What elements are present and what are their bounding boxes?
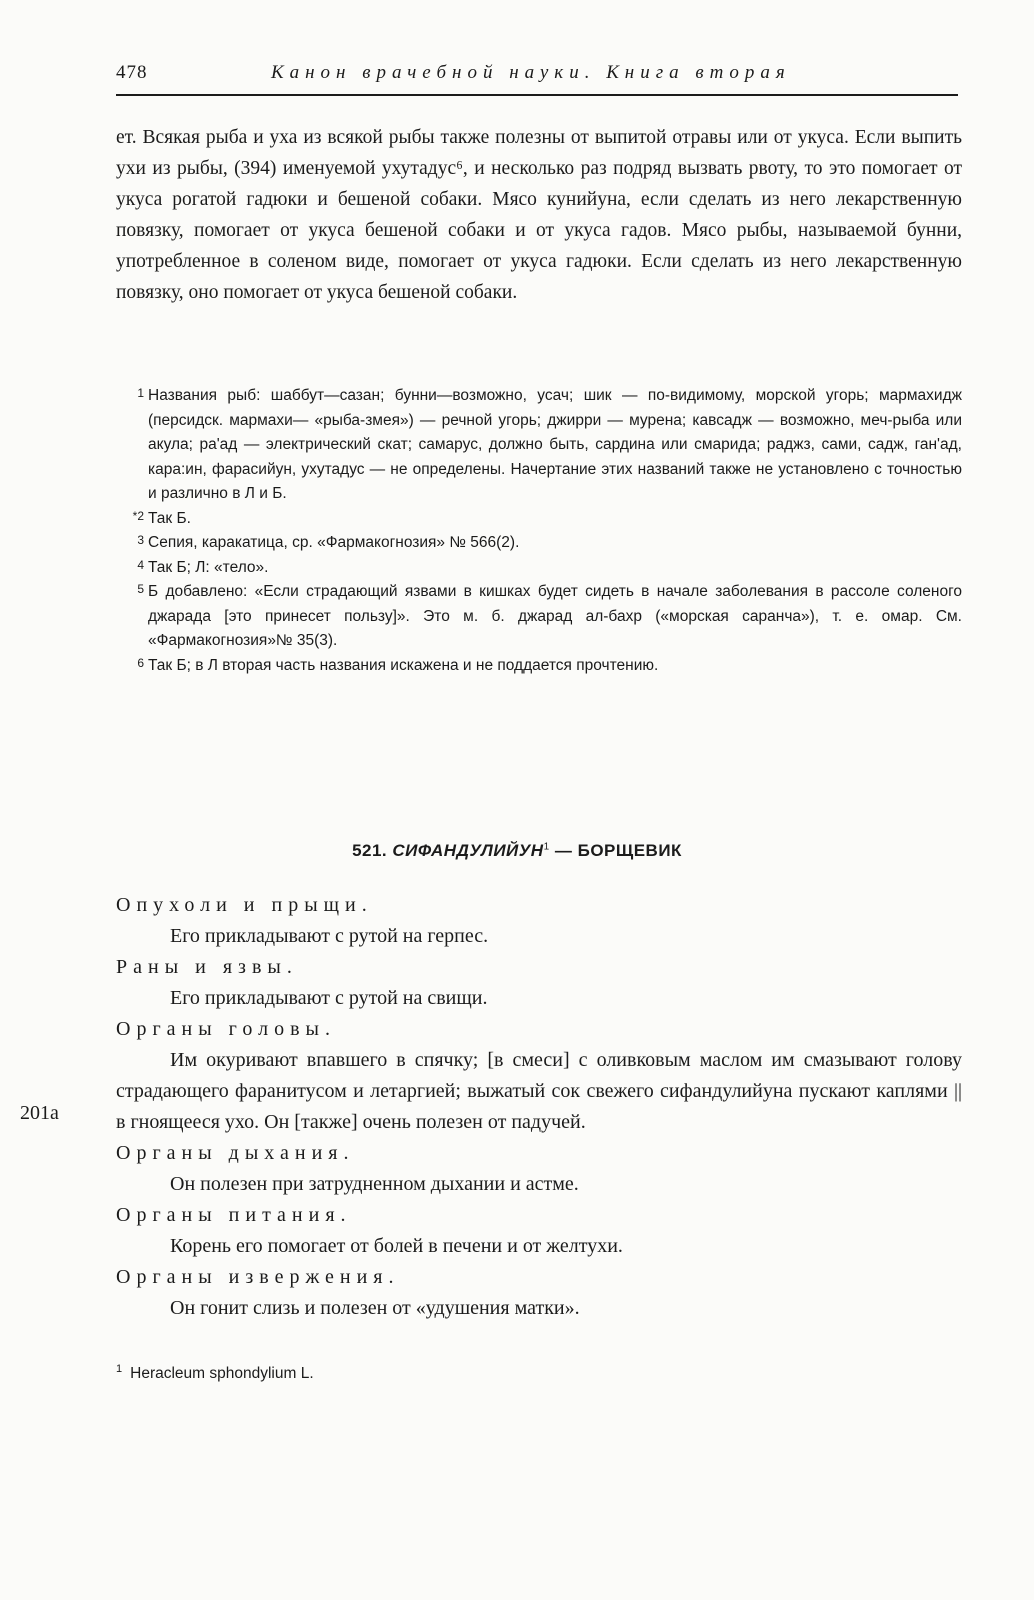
- footnote: [116, 531, 962, 556]
- section-heading: Органы дыхания.: [116, 1142, 355, 1164]
- footnote-text: Heracleum sphondylium L.: [130, 1365, 314, 1383]
- section-text: Его прикладывают с рутой на свищи.: [170, 987, 488, 1009]
- footnote-mark: 1: [116, 1363, 123, 1375]
- section-heading: Органы питания.: [116, 1204, 352, 1226]
- footnote-text: Б добавлено: «Если страдающий язвами в кишках будет сидеть в начале заболевания в рассоле соленого джарада [это принесет пользу]». Это м. б. джарад ал-бахр («морская саранча»), т. е. омар. См. «Фармакогнозия»№ 35(3).: [148, 583, 962, 649]
- footnote-mark: 5: [137, 582, 144, 596]
- margin-folio-note: 201а: [20, 1102, 59, 1124]
- section-text: Его прикладывают с рутой на герпес.: [170, 925, 489, 947]
- footnote-mark: 3: [137, 533, 144, 547]
- section-text: Корень его помогает от болей в печени и от желтухи.: [170, 1235, 623, 1257]
- footnote: [116, 654, 962, 679]
- article-translation: — БОРЩЕВИК: [554, 841, 682, 860]
- footnote-text: Так Б.: [148, 509, 191, 527]
- article-number: 521.: [352, 841, 388, 860]
- footnote: [116, 556, 962, 581]
- section-text: Им окуривают впавшего в спячку; [в смеси] с оливковым маслом им смазывают голову страдающего фаранитусом и летаргией; выжатый сок свежего сифандулийуна пускают каплями || в гноящееся ухо. Он [также] очень полезен от падучей.: [116, 1049, 962, 1133]
- footnote: [116, 580, 962, 654]
- footnote-mark: 4: [137, 557, 144, 572]
- section-heading: Органы головы.: [116, 1018, 336, 1040]
- body-text: [116, 122, 962, 308]
- page-number: 478: [116, 62, 148, 83]
- header-rule: [116, 94, 958, 96]
- footnote-text: Названия рыб: шаббут—сазан; бунни—возможно, усач; шик — по-видимому, морской угорь; мармахидж (персидск. мармахи— «рыба-змея») — речной угорь; джирри — мурена; кавсадж — возможно, меч-рыба или акула; ра'ад — электрический скат; самарус, должно быть, сардина или смарида; раджз, сами, садж, ган'ад, кара:ин, фарасийун, ухутадус — не определены. Начертание этих названий также не установлено с точностью и различно в Л и Б.: [148, 387, 962, 502]
- section-heading: Органы извержения.: [116, 1266, 400, 1288]
- footnote-mark: *2: [132, 508, 144, 523]
- article-sections: [116, 890, 962, 1324]
- section-heading: Опухоли и прыщи.: [116, 894, 373, 916]
- article-name: СИФАНДУЛИЙУН: [392, 841, 544, 860]
- footnote-text: Так Б; в Л вторая часть названия искажена и не поддается прочтению.: [148, 656, 659, 674]
- body-paragraph: ет. Всякая рыба и уха из всякой рыбы также полезны от выпитой отравы или от укуса. Если выпить ухи из рыбы, (394) именуемой ухутадус⁶, и несколько раз подряд вызвать рвоту, то это помогает от укуса рогатой гадюки и бешеной собаки. Мясо кунийуна, если сделать из него лекарственную повязку, помогает от укуса бешеной собаки и от укуса гадов. Мясо рыбы, называемой бунни, употребленное в соленом виде, помогает от укуса гадюки. Если сделать из него лекарственную повязку, оно помогает от укуса бешеной собаки.: [116, 127, 962, 303]
- footnote: [116, 507, 962, 532]
- footnote: [116, 384, 962, 507]
- footnote-text: Так Б; Л: «тело».: [148, 558, 269, 576]
- running-title: Канон врачебной науки. Книга вторая: [271, 62, 791, 83]
- section-heading: Раны и язвы.: [116, 956, 298, 978]
- article-title: [0, 841, 1034, 861]
- section-text: Он полезен при затрудненном дыхании и астме.: [170, 1173, 579, 1195]
- article-footnote-mark: 1: [543, 841, 550, 853]
- article-footnote: [116, 1363, 314, 1383]
- section-text: Он гонит слизь и полезен от «удушения матки».: [170, 1297, 580, 1319]
- footnote-text: Сепия, каракатица, ср. «Фармакогнозия» № 566(2).: [148, 534, 520, 551]
- footnotes: [116, 384, 962, 678]
- running-head: [116, 62, 958, 90]
- footnote-mark: 6: [137, 655, 144, 670]
- footnote-mark: 1: [137, 386, 144, 400]
